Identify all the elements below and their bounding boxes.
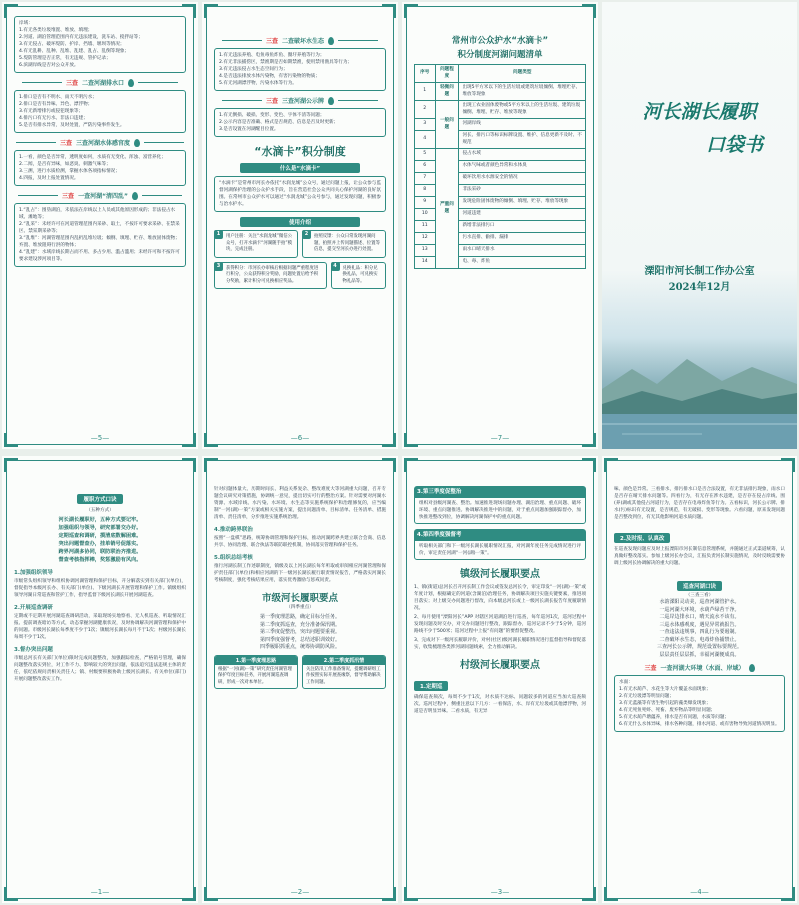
report-ribbon: 2.及时报、认真改 [614, 533, 670, 543]
water-drop-icon [328, 37, 334, 45]
col-header: 序号 [415, 65, 436, 83]
quarter4-box [414, 529, 586, 560]
problem-type: 出现5平方米以下的生活垃圾或建筑垃圾倾倒、堆埋贮存、堆放等现象 [459, 83, 586, 101]
problem-type: 新增非法排污口 [459, 221, 586, 233]
cover-date: 2024年12月 [668, 282, 731, 293]
cover-title: 河长湖长履职 [642, 101, 757, 123]
section-title: 二查河湖排水口 [82, 80, 125, 87]
checklist-line: 3.“乱堆”：河湖管理范围内乱扔乱堆垃圾；倾倒、填埋、贮存、堆放固体废物；弃置、堆放阻碍行洪的物体； [19, 236, 180, 248]
step-number: 1 [214, 230, 223, 239]
section-number: 三查 [265, 38, 278, 45]
checklist-line: 2.公示内容是否准确、格式是否规范、信息是否及时更新； [219, 120, 339, 125]
checklist-line: 3.三测，进行水质检测，掌握水体各项指标情况； [19, 169, 120, 174]
section-body: 市级总河长有关部门(单位)限时完成问题整改，加强跟踪检查，严格销号管理，确保问题整改落实到位，对工作不力、影响较大的突出问题，依法追究违法违规主体的责任，依纪依规问责相关责任人；镇、村级要积极协助上级河长湖长、有关单位(部门)开展问题整改落实工作。 [14, 656, 186, 682]
row-number: 1 [415, 83, 436, 101]
duty-paragraph: 1、镇(街道)总河长召开河长制工作会议或签发总河长令，审定印发“一河(湖)一策”或年度计划，根据确定的河道(含湖泊)治理任务，协调解决项目实施关键要素，推进项目落实；对上级交办问题进行督改，向本级总河长或上一级河长湖长报告年度履职情况。 [414, 585, 586, 611]
patrol-ribbon: 1.定期巡 [414, 681, 448, 691]
quarter-card-body: 根据“一河(湖)一策”研究责任河湖管理保护年度目标任务，开展河湖巡查调研，形成一次对本单位。 [218, 666, 292, 685]
section-subtitle: 3.督办突出问题 [14, 647, 53, 653]
checklist-line: 1.有无水葫芦、水花生等大片覆盖水面现象； [619, 687, 711, 692]
section-subtitle: 4.推动跨界联治 [214, 527, 253, 533]
checklist-title: 常州市公众护水“水滴卡” [451, 36, 549, 46]
page-number: —7— [490, 434, 510, 442]
poem-line: 督查考核指挥棒，奖惩激励有风向。 [58, 557, 142, 563]
problem-type: 发现危险固体废物的倾倒、填埋、贮存、堆放等现象 [459, 197, 586, 209]
steps-row [214, 230, 386, 258]
checklist-line: 6.滨湖岸线是否对公众开放。 [19, 63, 79, 68]
town-duty-paragraphs [414, 584, 586, 651]
problem-level: 轻微问题 [435, 83, 459, 101]
step-text: 拍照反馈：公众日常发现河湖问题，拍照并上传问题描述、位置等信息，提交至河长办进行处置。 [314, 234, 380, 252]
report-text: 在巡查发现问题应及时上报溧阳市河长制信息管理系统，并随通过正式渠道统筹，认真做好整改落实。参加上级河长办会议，汇报负责河长制实施情况，及时反映需要协调上级河长协调解决的重大问题。 [614, 547, 785, 566]
ecology-checklist [214, 48, 386, 91]
checklist-line: 1.“乱占”：围垦湖泊，未依法在岸线以上人员或其他原因形成的；非法侵占水域、滩地等； [19, 208, 176, 220]
quarter3-box [414, 486, 586, 524]
page-number: —4— [690, 888, 709, 896]
water-surface-checklist [614, 675, 785, 732]
section-subtitle: 1.加强组织领导 [14, 570, 53, 576]
intro-text: 针对问题体量大、历期时间长、利益关系复杂、整改难度大等河湖重大问题，召开专题会议研究对策措施，协调统一意见，提出切实可行的整治方案。针对需要对河湖水资源、水域岸线、水污染、水环境、水生态等实施系统保护和治理修复的，应当编制“一河(湖)一策”方案或相关实施方案，提出问题清单、目标清单、任务清单、措施清单、责任清单，分步推进实施系统治理。 [214, 487, 386, 520]
step-text: 用户注册：关注“水润龙城”微信公众号，打开水滴卡“河湖随手拍”模块，完成注册。 [226, 234, 293, 252]
page-number: —1— [90, 888, 110, 896]
problem-table [414, 64, 586, 269]
checklist-line: 1.一看，颜色是否异常，透明度如何，水质有无变化、浑浊、富营养化； [19, 155, 166, 160]
poem-line: 加强组织与领导，研究部署交办好。 [58, 525, 142, 531]
patrol-text: 确保巡查频次，每周不少于1次，对水质不达标、问题较多的河道应当加大巡查频次。巡河过程中，侧重注意以下几方：一看保洁，水、岸有无垃圾或其他漂浮物，河道是否明显异味。二看水质，有无异 [414, 695, 586, 714]
section-title: 二查破坏水生态 [282, 38, 325, 45]
row-number: 12 [415, 233, 436, 245]
water-drop-card-title: “水滴卡”积分制度 [254, 145, 346, 158]
poem-line: 四季履职抓重点，统筹协调防风险。 [259, 644, 340, 650]
section-heading [214, 36, 386, 45]
quarter3-header: 3.第三季度促整治 [415, 487, 585, 498]
four-chaos-checklist [14, 203, 186, 267]
step-card [214, 230, 298, 258]
section-title: 一查河湖“清四乱” [78, 193, 128, 200]
row-number: 13 [415, 245, 436, 257]
shore-checklist [14, 16, 186, 73]
section-heading [214, 96, 386, 105]
checklist-line: 1.有无违法养殖、电鱼毒鱼炸鱼、圈圩养殖等行为； [219, 53, 325, 58]
checklist-line: 4.排污口有无污水、非法口违建； [19, 116, 88, 121]
steps-row [214, 262, 386, 290]
methods-sections [14, 568, 186, 683]
panel-page-4 [602, 456, 797, 903]
checklist-line: 3.有无蓝藻等有害生物引起的藻类爆发现象； [619, 701, 711, 706]
quarter-cards [214, 655, 386, 690]
checklist-line: 5.有无水葫芦塘蕴养，排水是否有问题，水质等问题； [619, 715, 730, 720]
table-row [415, 149, 586, 161]
cover-subtitle: 口袋书 [705, 134, 763, 156]
poem-line: 第三季度促整治，突出问题要重视。 [259, 629, 340, 635]
checklist-line: 岸域： [19, 21, 33, 26]
usage-ribbon: 使用介绍 [240, 217, 360, 227]
section-title: 一查河湖大环境（水面、岸域） [660, 665, 745, 672]
panel-page-3 [402, 456, 598, 903]
checklist-line: 2.“乱采”：未经许可在河道管理范围内采砂、取土，不按许可要求采砂、在禁采区、禁采期采砂等； [19, 222, 180, 234]
panel-page-1 [2, 456, 198, 903]
what-ribbon: 什么是“水滴卡” [240, 163, 360, 173]
duty-paragraph: 2、每月使用“溧阳河长”APP 对辖区河道湖泊进行巡查，每年巡河1次，巡河过程中发现问题及时交办，对交办问题进行整改，跟踪督办，巡河记录不少于5分钟，巡河路线不少于500米；巡河过程中上报“有问题”的要督促整改。 [414, 615, 586, 634]
problem-type: 河道违建 [459, 209, 586, 221]
problem-type: 河长、排污口等标识标牌设置、维护、信息更新不及时、不规范 [459, 131, 586, 149]
duty-sections [214, 525, 386, 584]
checklist-line: 2.有无非法捕捞区，禁渔期是否如期禁渔，使用禁用渔具等行为； [219, 60, 353, 65]
problem-type: 污水直排、偷排、漏排 [459, 233, 586, 245]
section-heading [614, 663, 785, 672]
checklist-line: 水面： [619, 680, 633, 685]
row-number: 8 [415, 185, 436, 197]
section-number: 三查 [62, 193, 75, 200]
step-number: 3 [214, 262, 223, 271]
step-text: 获得积分：市河长办审核后根据问题严重程度进行积分，公众获得积分奖励，问题处置后给予积分奖励，累计积分可兑换相应奖品。 [226, 265, 319, 284]
what-description: “水滴卡”是常州市河长办依托“水润龙城”公众号，通过问题上报，让公众参与监督河湖保护治理的公众护水手段，旨在营造社会公众共同关心保护河湖的良好氛围。在常州市公众护水可以通过“水润龙城”公众号参与，通过发现问题，积极参与治水护水。 [214, 176, 386, 212]
water-drop-icon [328, 97, 334, 105]
quarter4-header: 4.第四季度强督考 [415, 530, 585, 541]
section-number: 三查 [644, 665, 657, 672]
table-row [415, 101, 586, 119]
poem-line: 跨界河湖多协同，联防联治齐推进。 [58, 549, 142, 555]
page-number: —2— [290, 888, 310, 896]
panel-page-5 [2, 2, 198, 449]
checklist-line: 3.有无违法侵占水生态空间行为； [219, 67, 288, 72]
checklist-line: 2.河道、湖泊管理范围内有无违法建设，洗车站、搅拌站等； [19, 35, 143, 40]
problem-type: 水体气味或者颜色异常和水体臭 [459, 161, 586, 173]
methods-title: 履职方式口诀 [77, 494, 122, 504]
quarter-card-body: 关注防汛工作准备情况，提醒调研组工作按照实际开展查缘察，督导帮助解决工作问题。 [306, 666, 381, 685]
poem-line: 二巡岸边排水口，晴天流水不该有。 [659, 614, 740, 620]
step-text: 兑换礼品：积分兑换礼品，可兑换实物礼品等。 [342, 265, 378, 284]
checklist-line: 2.二闻，是否有异味，如恶臭、刺激气味等； [19, 162, 111, 167]
checklist-subtitle: 积分制度河湖问题清单 [457, 50, 543, 60]
problem-level: 一般问题 [435, 101, 459, 149]
row-number: 4 [415, 131, 436, 149]
page-number: —3— [490, 888, 510, 896]
section-subtitle: 2.开展巡查调研 [14, 605, 53, 611]
patrol-continued-text: 味、颜色是异常。三看排水，排污排水口是否合法设置，有无非法排污现象，雨水口是否存在晴天排水问题等。四看行为，有无存在涉水违建，是否存在侵占岸线、围(养)湖或其他侵占河道行为，是否存在电毒炸鱼等行为。五看标识，河长公示牌、排水(污)标识有无设置，是否规范，有无破损、变形等现象。六看问题，原来发现问题是否整改到位，有无其他影响河道水质问题。 [614, 487, 785, 520]
row-number: 10 [415, 209, 436, 221]
poem-line: 二查破坏水生态，电毒炸鱼捕禁止。 [659, 636, 740, 643]
section-subtitle: 5.组织总结考核 [214, 555, 253, 561]
page-number: —6— [290, 434, 310, 442]
poem-line: 水韵溧阳灵动美，巡查河湖管护水。 [659, 599, 740, 605]
methods-poem [14, 516, 186, 564]
row-number: 7 [415, 173, 436, 185]
quarter-card [214, 655, 298, 690]
step-number: 4 [331, 262, 340, 271]
season-list [214, 614, 386, 652]
village-duty-title: 村级河长履职要点 [460, 660, 540, 671]
poem-line: 第二季度抓巡查，充分准备保汛期。 [259, 621, 340, 628]
problem-level: 严重问题 [435, 149, 459, 269]
poem-line: 一巡河湖大环境，水葫芦绿苔干净。 [659, 606, 740, 613]
checklist-line: 4.四报，及时上报处置情况。 [19, 176, 79, 181]
row-number: 9 [415, 197, 436, 209]
quarter3-body: 组织对县级河湖查、整治。加速推进现场问题办理、湖泊治理、重点问题、破坏环境、重点问题推进。协调解决推进中的问题，对于重点问题加强跟踪督办，加快推进整改到位，协调解决河湖保护中的重点问题。 [419, 501, 581, 520]
problem-type: 破坏饮用水水源安全的情况 [459, 173, 586, 185]
panel-page-7 [402, 2, 598, 449]
section-body: 定期或不定期开展河湖巡查调研活动，采取现场实地察看、无人机巡查、听取情况汇报、提前调查暗访等方式，动态掌握河湖健康状况，及时协调解决河湖管理和保护中的问题。市级河长湖长每季度不少于1次；镇级河长湖长每月不于1次；村级河长湖长每周不少于1次。 [14, 614, 186, 640]
page-number: —5— [90, 434, 110, 442]
problem-type: 电、毒、炸鱼 [459, 257, 586, 269]
checklist-line: 5.是否有排水异常，及时处置，严防污染事件发生。 [19, 123, 125, 128]
checklist-line: 4.“乱建”：水域岸线长期占而不用、多占少用、滥占滥用；未经许可和不按许可要求建设涉河项目等。 [19, 250, 180, 262]
checklist-line: 6.有无什么水体异味，排水各种问题，排水河道、或有害物导致河道情况明显。 [619, 722, 780, 727]
checklist-line: 5.堤防管理是否正常，有无违规、管护记录； [19, 56, 111, 61]
step-card [214, 262, 327, 290]
checklist-line: 1.有无各类垃圾堆置、堆放、填埋； [19, 28, 93, 33]
cover-panel [602, 2, 797, 449]
row-number: 11 [415, 221, 436, 233]
water-drop-icon [134, 139, 140, 147]
checklist-line: 4.是否违法排放水体污染物，有害污染物的物质； [219, 74, 320, 79]
step-number: 2 [302, 230, 311, 239]
quarter-card-header: 2.第二季度抓汛情 [303, 656, 385, 665]
table-row [415, 83, 586, 101]
water-sense-checklist [14, 150, 186, 186]
signboard-checklist [214, 108, 386, 137]
poem-line: 一查违法违规事，四乱行为要遏制。 [659, 629, 740, 635]
poem-line: 突出问题督查办，挂单销号促落实。 [58, 541, 142, 547]
town-duty-title: 镇级河长履职要点 [460, 569, 540, 580]
section-heading [14, 138, 186, 147]
row-number: 14 [415, 257, 436, 269]
checklist-line: 2.排口是否有异味、异色、漂浮物； [19, 102, 93, 107]
quarter-card-header: 1.第一季度理思路 [215, 656, 297, 665]
section-number: 三查 [65, 80, 78, 87]
poem-line: 定期巡查和调研，摸清底数解困难。 [58, 533, 142, 539]
section-body: 推行河湖长制工作述职制度，镇级及以上河长湖长每年听取或审阅相应河湖管理和保护责任部门(单位)和相应河湖的下一级河长湖长履行职责情况报告，严格落实河湖长考核制度，强化考核结果应用，落实优秀激励与惩戒问责。 [214, 564, 386, 583]
col-header: 问题程度 [435, 65, 459, 83]
checklist-line: 2.有无垃圾漂等明显问题； [619, 694, 674, 699]
panel-page-2 [202, 456, 398, 903]
song-subtitle: （三查三看） [685, 593, 714, 598]
section-heading [14, 78, 186, 87]
duty-paragraph: 3、完成对下一级河长履职评价，对村(社区)级河湖长履职情况进行监督指导和督促落实，收集梳理各类涉河湖问题线索，全力推动解决。 [414, 638, 586, 650]
checklist-line: 1.有无倒损、破损、变形、变色、字体不清等问题； [219, 113, 325, 118]
row-number: 2 [415, 101, 436, 119]
problem-type: 河湖岸线 [459, 119, 586, 131]
poem-line: 三巡水体感观度，遇见异常就报告。 [659, 621, 740, 628]
poem-line: 第一季度理思路，确定目标分任务。 [259, 614, 340, 620]
row-number: 5 [415, 149, 436, 161]
problem-type: 雨水口晴天排水 [459, 245, 586, 257]
checklist-line: 3.是否设置在河湖醒目位置。 [219, 127, 279, 132]
panel-page-6 [202, 2, 398, 449]
problem-type: 侵占水域 [459, 149, 586, 161]
checklist-line: 3.有无新增排污或侵犯现象等； [19, 109, 84, 114]
col-header: 问题类型 [459, 65, 586, 83]
section-heading [14, 191, 186, 200]
poem-line: 第四季度强督考，总结述职训效好。 [259, 636, 340, 643]
methods-subtitle: （五种方式） [86, 508, 114, 513]
outlet-checklist [14, 90, 186, 133]
section-body: 市级常头组织领导和组织协调河湖管理和保护目标，开分解落实到有关部门(单位)，督促指导本级河长办、有关部门(单位)、下级河湖长开展管理和保护工作。镇级组织领导河湖日常巡查和管护工作，指导监督下级河长湖长开展河湖巡查。 [14, 579, 186, 598]
water-drop-icon [128, 79, 134, 87]
section-title: 三查河湖水体感官度 [76, 140, 131, 147]
checklist-line: 4.有无死鱼死虾、死畜、废弃物品等明显问题； [619, 708, 716, 713]
poem-line: 三查河长公示牌，规范设置标要规范。 [656, 644, 742, 650]
checklist-line: 4.有无乱耕、乱种、乱堆、乱建、乱占、乱倒等现象； [19, 49, 130, 54]
cover-org: 溧阳市河长制工作办公室 [644, 266, 755, 277]
problem-type: 非法采砂 [459, 185, 586, 197]
landscape-illustration [602, 329, 797, 449]
step-card [302, 230, 386, 258]
section-number: 三查 [265, 98, 278, 105]
quarter-card [302, 655, 386, 690]
section-number: 三查 [59, 140, 72, 147]
quarter4-body: 听取相关部门和下一级河长湖长履职情况汇报，对河湖年度任务完成情况进行评价，审定责任河湖“一河(湖)一策”。 [419, 544, 581, 556]
checklist-line: 3.有无侵占、破坏堤防、护岸、挡墙、堰坝等情况； [19, 42, 125, 47]
step-card [331, 262, 387, 290]
problem-type: 出现工农业固体废物或5平方米以上的生活垃圾、建筑垃圾倾倒、堆埋、贮存、堆放等现象 [459, 101, 586, 119]
section-title: 三查河湖公示牌 [282, 98, 325, 105]
water-drop-icon [749, 664, 755, 672]
poem-line: 层层责任层层抓，幸福河湖便成真。 [659, 651, 740, 658]
poem-line: 河长湖长履职好，五种方式要记牢。 [58, 517, 142, 523]
row-number: 6 [415, 161, 436, 173]
city-duty-title: 市级河长履职要点 [261, 593, 338, 604]
patrol-song [614, 599, 785, 659]
water-drop-icon [132, 192, 138, 200]
checklist-line: 1.排口是否有不明水、雨天不明污水； [19, 95, 97, 100]
city-duty-subtitle: （四季重点） [286, 605, 314, 610]
checklist-line: 5.有无河湖漂浮物，污染水体等行为。 [219, 81, 297, 86]
row-number: 3 [415, 119, 436, 131]
section-body: 按照“一盘棋”思路，统筹协调管理和保护目标，推动河湖跨界共建立联合会商、信息共享、协同治理、联合执法等联防联控机制，协同落实管理和保护任务。 [214, 536, 386, 548]
song-title: 巡查河湖口诀 [677, 581, 722, 591]
